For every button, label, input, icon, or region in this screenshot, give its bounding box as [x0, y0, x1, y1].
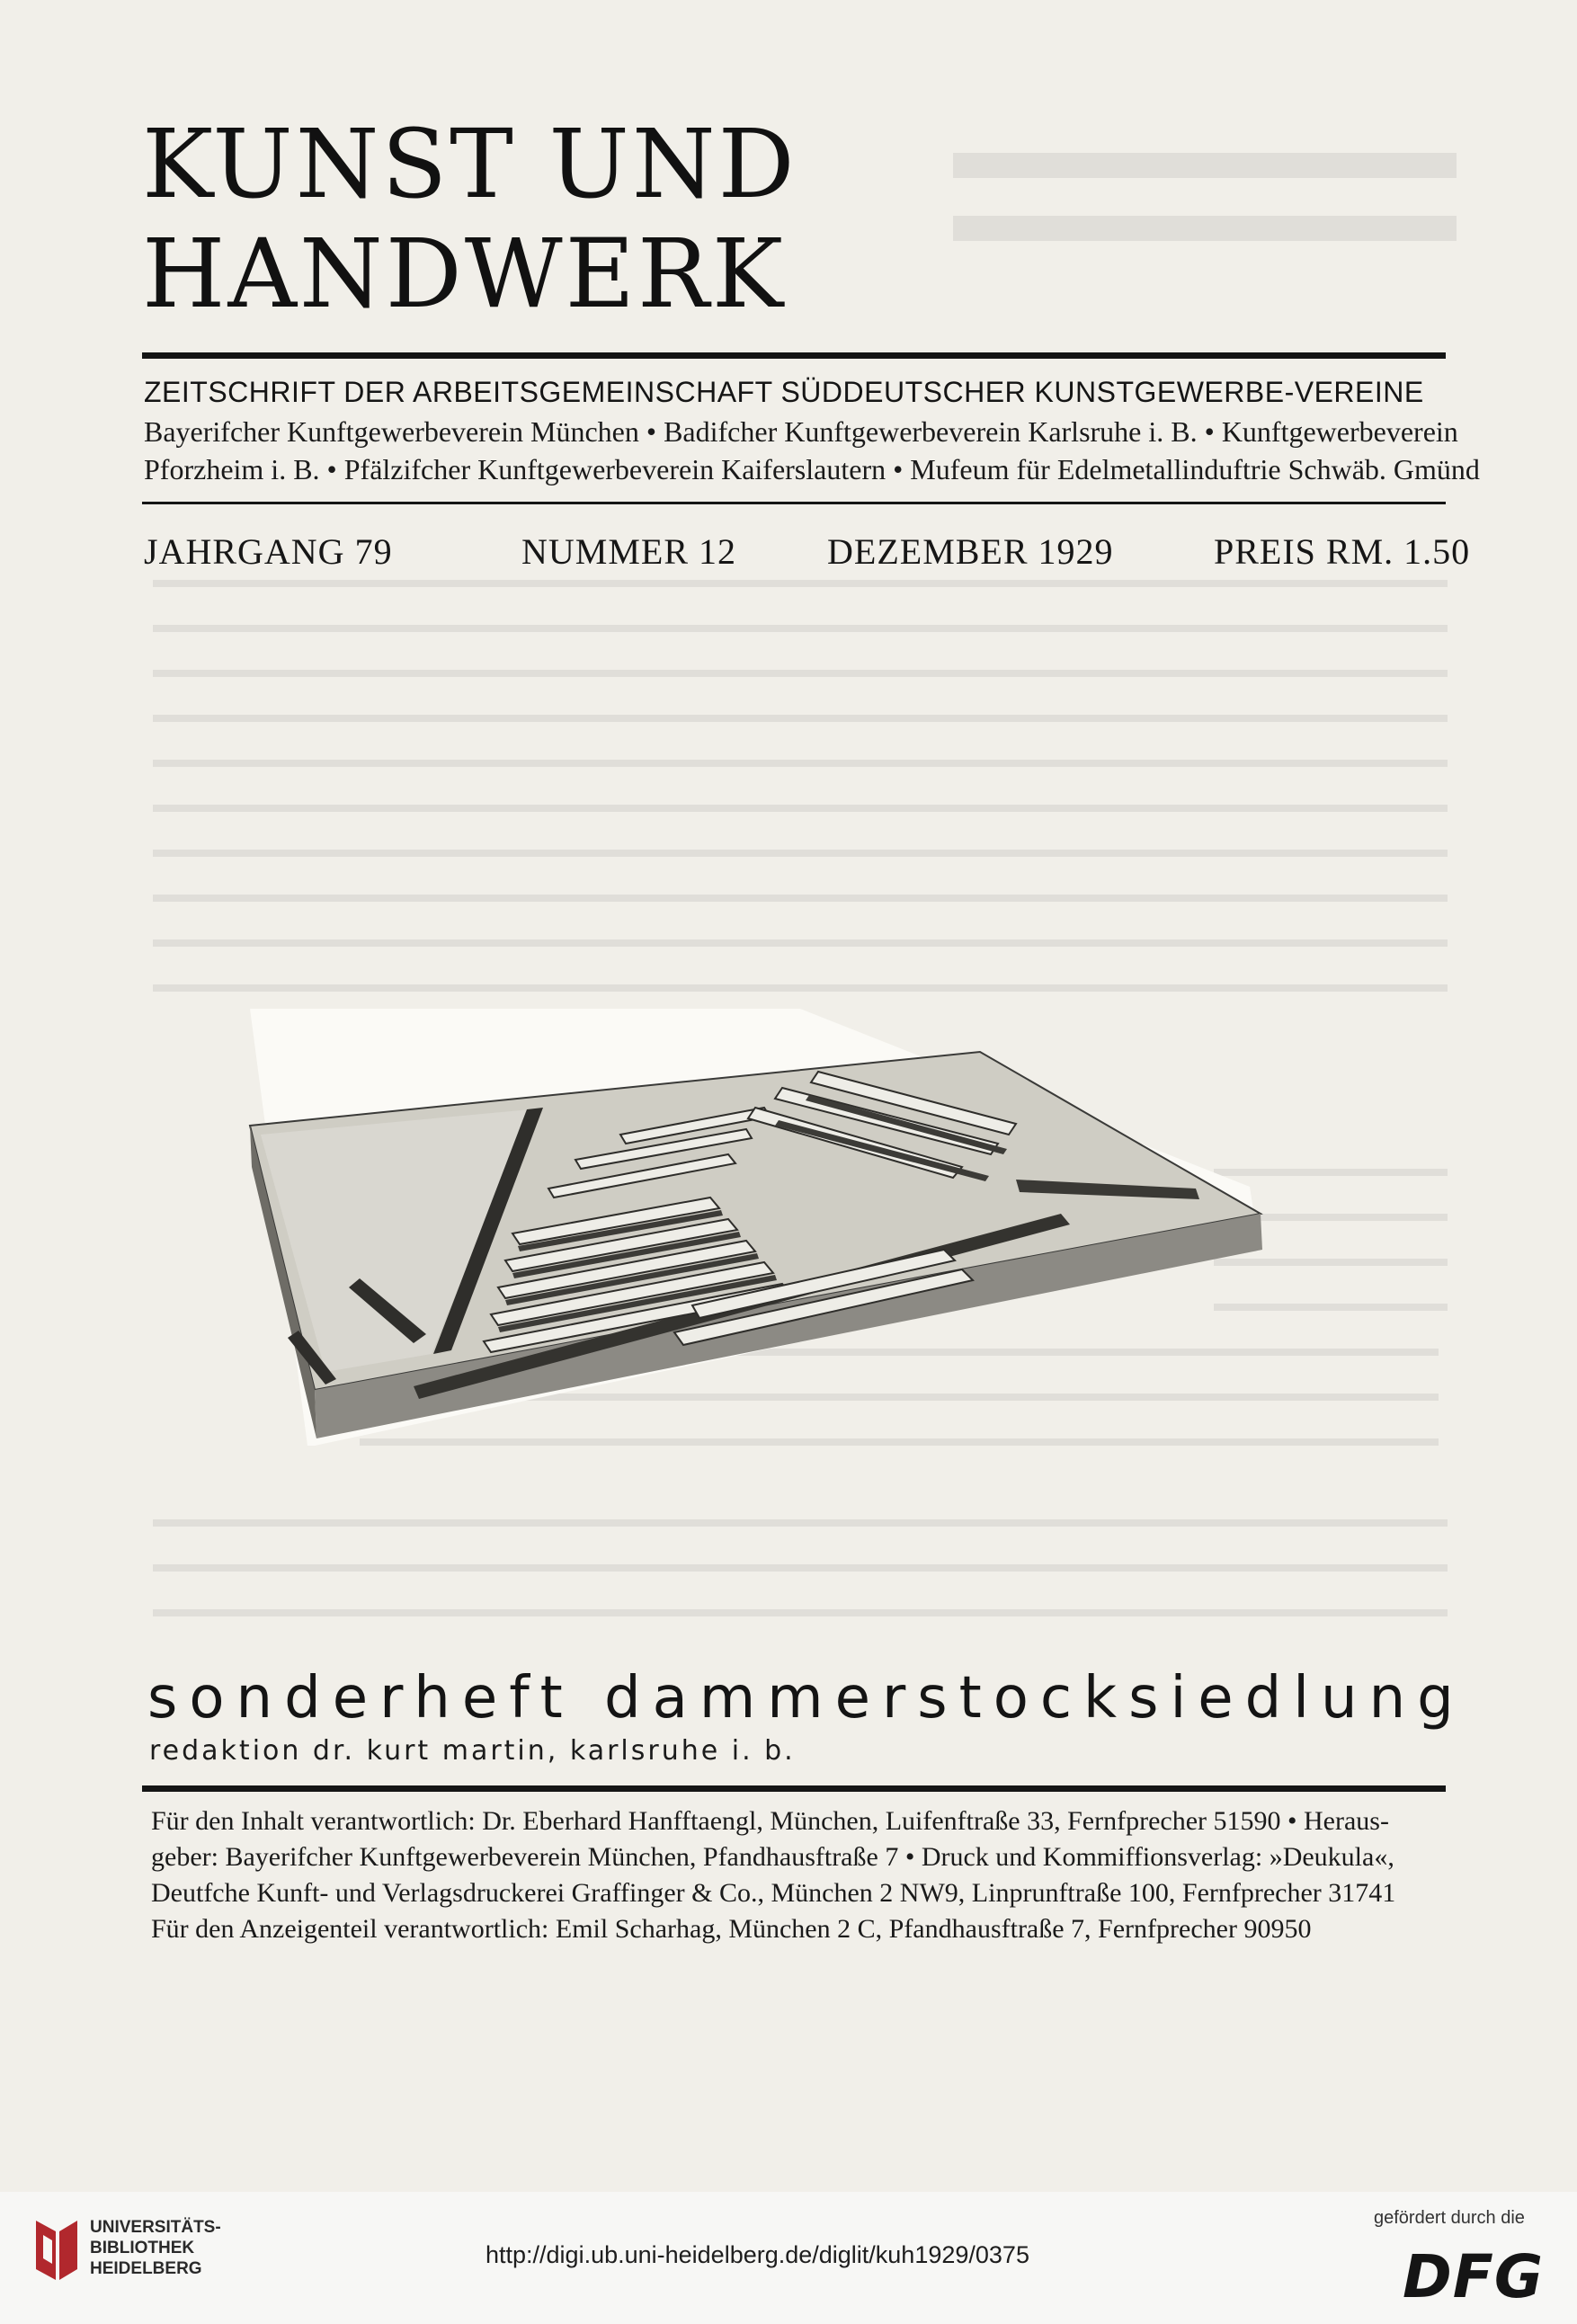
library-name-line-3: HEIDELBERG	[90, 2259, 202, 2278]
library-name-line-1: UNIVERSITÄTS-	[90, 2218, 221, 2237]
middle-rule	[142, 502, 1446, 504]
issue-date: DEZEMBER 1929	[827, 531, 1114, 572]
special-issue-title: sonderheft dammerstocksiedlung	[147, 1665, 1466, 1732]
imprint-line-4: Für den Anzeigenteil verantwortlich: Emil Scharhag, München 2 C, Pfandhausftraße 7, Fernfprecher 90950	[151, 1914, 1312, 1944]
dfg-logo: DFG	[1403, 2242, 1545, 2311]
issue-volume: JAHRGANG 79	[144, 531, 393, 572]
journal-subtitle: ZEITSCHRIFT DER ARBEITSGEMEINSCHAFT SÜDDEUTSCHER KUNSTGEWERBE-VEREINE	[144, 376, 1424, 408]
issue-price: PREIS RM. 1.50	[1214, 531, 1471, 572]
imprint-line-3: Deutfche Kunft- und Verlagsdruckerei Graffinger & Co., München 2 NW9, Linprunftraße 100, Fernfprecher 31741	[151, 1878, 1396, 1908]
university-library-name	[90, 2217, 221, 2279]
university-library-logo-icon	[32, 2217, 81, 2284]
funding-note: gefördert durch die	[1374, 2208, 1525, 2228]
lower-rule	[142, 1785, 1446, 1792]
imprint-block	[151, 1803, 1446, 1947]
member-associations-line-2: Pforzheim i. B. • Pfälzifcher Kunftgewerbeverein Kaiferslautern • Mufeum für Edelmetallinduftrie Schwäb. Gmünd	[144, 453, 1480, 485]
settlement-model-photo	[243, 1009, 1270, 1446]
permalink-url[interactable]: http://digi.ub.uni-heidelberg.de/diglit/kuh1929/0375	[486, 2241, 1029, 2268]
masthead-line-2: HANDWERK	[142, 218, 787, 329]
issue-number: NUMMER 12	[521, 531, 737, 572]
masthead-line-1: KUNST UND	[142, 109, 797, 219]
masthead	[142, 110, 797, 329]
member-associations-line-1: Bayerifcher Kunftgewerbeverein München • Badifcher Kunftgewerbeverein Karlsruhe i. B. • Kunftgewerbeverein	[144, 415, 1458, 448]
top-rule	[142, 352, 1446, 359]
library-name-line-2: BIBLIOTHEK	[90, 2239, 195, 2257]
imprint-line-2: geber: Bayerifcher Kunftgewerbeverein München, Pfandhausftraße 7 • Druck und Kommiffionsverlag: »Deukula«,	[151, 1842, 1394, 1872]
imprint-line-1: Für den Inhalt verantwortlich: Dr. Eberhard Hanfftaengl, München, Luifenftraße 33, Fernfprecher 51590 • Heraus-	[151, 1806, 1389, 1836]
special-issue-editor: redaktion dr. kurt martin, karlsruhe i. b.	[149, 1735, 796, 1767]
